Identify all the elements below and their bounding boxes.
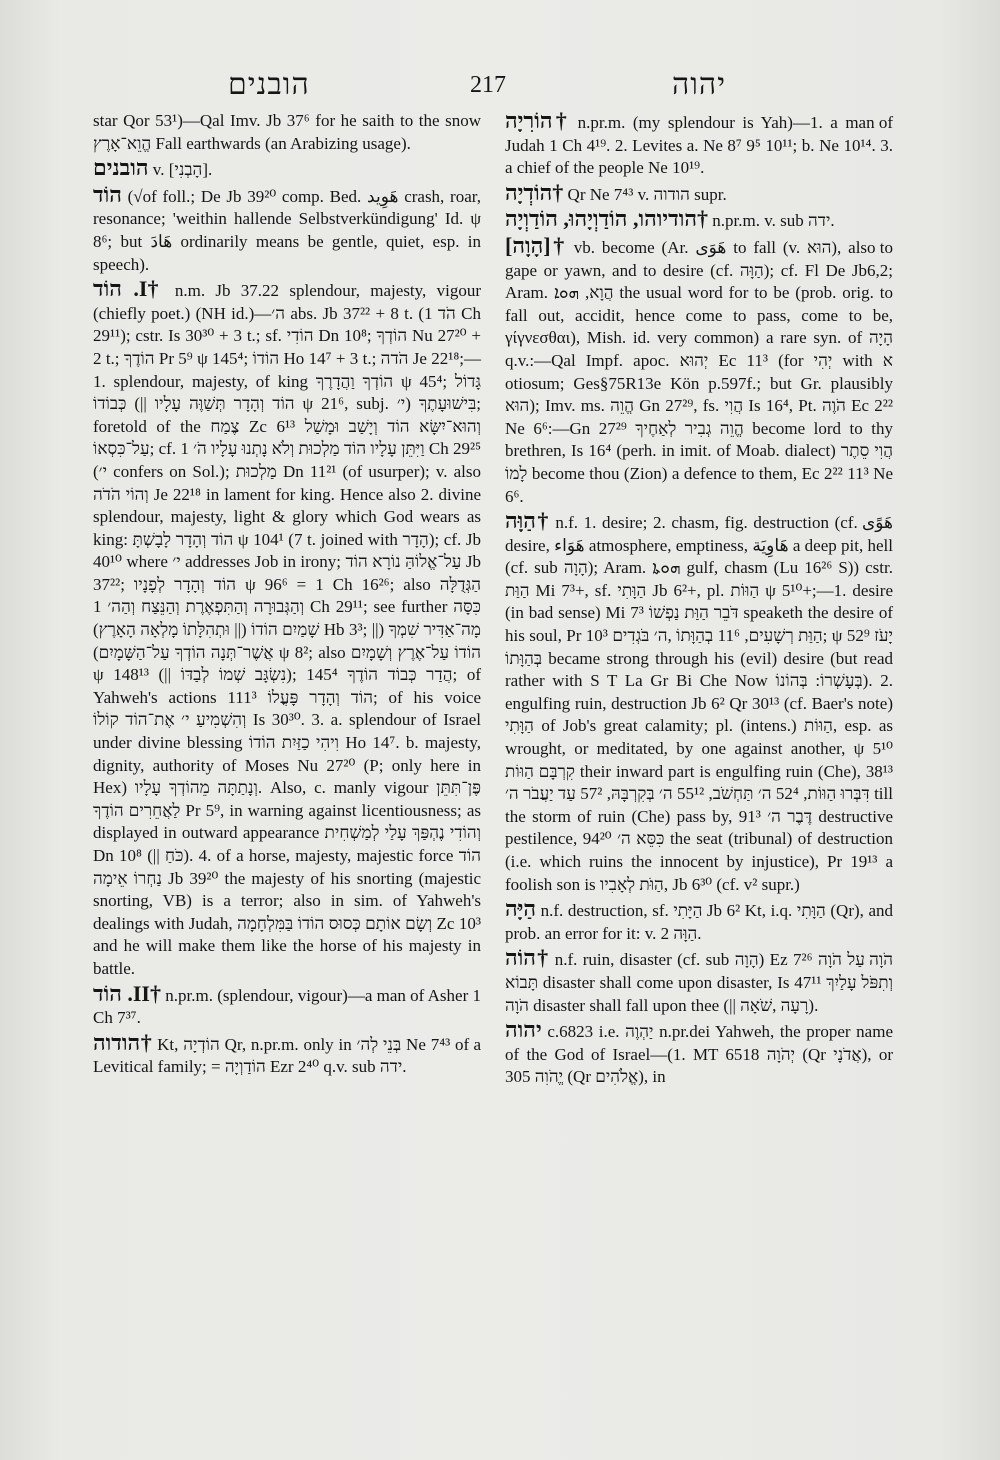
entry-headword: †II. הוֹד (93, 980, 162, 1006)
entry-text: Qr Ne 7⁴³ v. הודוה supr. (567, 184, 727, 204)
running-head-right: יהוה (672, 68, 727, 101)
running-head (0, 68, 1000, 112)
entry-headword: יהוה (505, 1017, 542, 1043)
dictionary-entry (505, 898, 893, 945)
left-column (93, 110, 481, 1081)
dictionary-entry (505, 232, 894, 508)
entry-headword: †הוֹה (505, 945, 550, 971)
entry-text: n.pr.m. (splendour, vigour)—a man of Asher 1 Ch 7³⁷. (93, 985, 481, 1028)
dictionary-entry (505, 947, 893, 1017)
dictionary-entry (93, 181, 481, 276)
entry-text: vb. become (Ar. هَوَى to fall (v. הוּא), also to gape or yawn, and to desire (cf. הַוָּה); cf. Fl De Jb6,2; Aram. הֲוָא, ܗܘܐ the usual word for to be (prob. orig. to fall out, accidit, hence come to pass, come to be, γίγνεσθαι), Mish. id. very common) a rare syn. of הָיָה q.v.:—Qal Impf. apoc. יְהוּא Ec 11³ (for יְהִי with א otiosum; Ges§75R13e Kön p.597f.; but Gr. plausibly הוּא); Imv. ms. הֱוֵה Gn 27²⁹, fs. הֲוִי Is 16⁴, Pt. הֹוֶה Ec 2²² Ne 6⁶:—Gn 27²⁹ הֱוֵה גְבִיר לְאַחֶיךָ become lord to thy brethren, Is 16⁴ (perh. in imit. of Moab. dialect) הֲוִי סֵתֶר לָמוֹ become thou (Zion) a defence to them, Ec 2²² 11³ Ne 6⁶. (505, 237, 894, 506)
entry-text: n.f. destruction, sf. הַיָּתִי Jb 6² Kt, i.q. הַוָּתִי (Qr), and prob. an error for it: v. הַוָּה 2. (505, 901, 894, 943)
entry-text: v. [הָבְנִי]. (152, 160, 213, 180)
dictionary-entry (93, 278, 481, 980)
entry-headword: †הַוָּה (505, 508, 550, 534)
entry-headword: הובנים (93, 155, 149, 181)
entry-text: n.pr.m. (my splendour is Yah)—1. a man of Judah 1 Ch 4¹⁹. 2. Levites a. Ne 8⁷ 9⁵ 10¹¹; b. Ne 10¹⁴. 3. a chief of the people Ne 10¹⁹. (505, 113, 894, 178)
dictionary-entry (505, 1019, 893, 1089)
entry-headword: †[הָוָה] (505, 232, 567, 258)
entry-headword: †הוֹרִיָה (505, 108, 571, 133)
entry-text: (√of foll.; De Jb 39²⁰ comp. Bed. هَوِيد crash, roar, resonance; 'weithin hallende Selbstverkündigung' Id. ψ 8⁶; but هَادَ ordinarily means be gentle, quiet, esp. in speech). (93, 186, 481, 274)
right-column (505, 110, 893, 1091)
entry-text: n.f. ruin, disaster (cf. sub הָוָה) Ez 7²⁶ הֹוָה עַל הֹוָה תָּבוֹא disaster shall come upon disaster, Is 47¹¹ וְתִפֹּל עָלַיִךְ הֹוָה disaster shall fall upon thee (|| רָעָה ,שֹׁאָה). (505, 950, 894, 1015)
entry-text: Kt, הוֹדְיָה Qr, n.pr.m. only in בְּנֵי לְה׳ Ne 7⁴³ of a Levitical family; = הוֹדַוְיָה Ezr 2⁴⁰ q.v. sub ידה. (93, 1034, 481, 1077)
page-number: 217 (470, 72, 506, 98)
entry-text: n.m. Jb 37.22 splendour, majesty, vigour (chiefly poet.) (NH id.)—ה׳ abs. Jb 37²² + 8 t. (הֹד 1 Ch 29¹¹); cstr. Is 30³⁰ + 3 t.; sf. הוֹדִי Dn 10⁸; הוֹדְךָ Nu 27²⁰ + 2 t.; הוֹדֶךָ Pr 5⁹ ψ 145⁴; הוֹדוֹ Ho 14⁷ + 3 t.; הֹדה Je 22¹⁸;—1. splendour, majesty, of king הוֹדְךָ וַהֲדָרֶךָ ψ 45⁴; גָּדוֹל כְּבוֹדוֹ (|| הוֹד וְהָדָר תְּשַׁוֶּה עָלָיו ψ 21⁶, subj. י׳) בִּישׁוּעָתֶךָ; foretold of the צֶמַח Zc 6¹³ וְהוּא־יִשָּׂא הוֹד וְיָשַׁב וּמָשַׁל עַל־כִּסְאוֹ; cf. וַיִּתֵּן עָלָיו הוֹד מַלְכוּת וְלֹא נָתְנוּ עָלָיו הֹ׳ 1 Ch 29²⁵ (י׳ confers on Sol.); מַלְכוּת Dn 11²¹ (of usurper); v. also וְהוֹי הֹדֹה Je 22¹⁸ in lament for king. Hence also 2. divine splendour, majesty, light & glory which God wears as king: הוֹד וְהָדָר לָבָשְׁתָּ ψ 104¹ (7 t. joined with הָדָר); cf. Jb 40¹⁰ where י׳ addresses Job in irony; עַל־אֱלוֹהַּ נוֹרָא הוֹד Jb 37²²; הוֹד וְהָדָר לְפָנָיו ψ 96⁶ = 1 Ch 16²⁶; also הַגְּדֻלָּה וְהַגְּבוּרָה וְהַתִּפְאֶרֶת וְהַנֵּצַח וְהַה׳ 1 Ch 29¹¹; see further כִּסָּה שָׁמַיִם הוֹדוֹ (|| וּתְהִלָּתוֹ מָלְאָה הָאָרֶץ) Hb 3³; מָה־אַדִּיר שִׁמְךָ (|| אֲשֶׁר־תְּנָה הוֹדְךָ עַל־הַשָּׁמָיִם) ψ 8²; also הוֹדוֹ עַל־אֶרֶץ וְשָׁמָיִם ψ 148¹³ (|| נִשְׂגָּב שְׁמוֹ לְבַדּוֹ); הֲדַר כְּבוֹד הוֹדֶךָ 145⁴; of Yahweh's actions הוֹד וְהָדָר פָּעֳלוֹ 111³; of his voice וְהִשְׁמִיעַ י׳ אֶת־הוֹד קוֹלוֹ Is 30³⁰. 3. a. splendour of Israel under divine blessing וִיהִי כַזַּיִת הוֹדוֹ Ho 14⁷. b. majesty, dignity, authority of Moses Nu 27²⁰ (P; only here in Hex) וְנָתַתָּה מֵהוֹדְךָ עָלָיו. Also, c. manly vigour פֶּן־תִּתֵּן לַאֲחֵרִים הוֹדֶךָ Pr 5⁹, in warning against licentiousness; as displayed in outward appearance וְהוֹדִי נֶהְפַּךְ עָלַי לְמַשְׁחִית Dn 10⁸ (|| כֹּחַ). 4. of a horse, majesty, majestic force הוֹד נַחְרוֹ אֵימָה Jb 39²⁰ the majesty of his snorting (majestic snorting, VB) is a terror; also in sim. of Yahweh's dealings with Judah, וְשָׂם אוֹתָם כְּסוּס הוֹדוֹ בַּמִּלְחָמָה Zc 10³ and he will make them like the horse of his majesty in battle. (93, 281, 482, 978)
dictionary-entry (93, 1029, 481, 1079)
running-head-left: הובנים (228, 68, 310, 101)
entry-text: n.pr.m. v. sub ידה. (712, 211, 835, 231)
dictionary-entry (505, 208, 893, 233)
dictionary-entry (93, 980, 481, 1030)
dictionary-entry (93, 157, 481, 182)
entry-text: c.6823 i.e. יַהְוֶה n.pr.dei Yahweh, the proper name of the God of Israel—(1. MT יְהֹוָה 6518 (Qr אֲדֹנָי), or יֱהֹוִה 305 (Qr אֱלֹהִים), in (505, 1022, 893, 1087)
entry-headword: †הודיוהו, הוֹדַוְיָהוּ, הוֹדַוְיָה (505, 206, 709, 232)
entry-text: star Qor 53¹)—Qal Imv. Jb 37⁶ for he saith to the snow הֱוֵא־אָרֶץ Fall earthwards (an Arabizing usage). (93, 111, 481, 153)
entry-headword: הַיָּה (505, 896, 537, 922)
entry-text: n.f. 1. desire; 2. chasm, fig. destruction (cf. هَوًى desire, هَوَاء atmosphere, emptiness, هَاوِيَة a deep pit, hell (cf. sub הָוָה); Aram. ܗܘܬܐ gulf, chasm (Lu 16²⁶ S)) cstr. הַוַּת Mi 7³+, sf. הַוָּתִי Jb 6²+, pl. הַוּוֹת ψ 5¹⁰+;—1. desire (in bad sense) Mi 7³ דֹּבֵר הַוַּת נַפְשׁוֹ speaketh the desire of his soul, Pr 10³ הַוַּת רְשָׁעִים, 11⁶ בְהַוָּתוֹ ,ה׳ בֹּגְדִים; ψ 52⁹ יָעֹז בְּהַוָּתוֹ became strong through his (evil) desire (but read rather with S T La Gr Bi Che Now בְּעָשְׁרוֹ: בְּהוֹנוֹ). 2. engulfing ruin, destruction Jb 6² Qr 30¹³ (cf. Baer's note) הַוָּתִי of Job's great calamity; pl. (intens.) הַוּוֹת, esp. as wrought, or meditated, by one against another, ψ 5¹⁰ קִרְבָּם הַוּוֹת their inward part is engulfing ruin (Che), 38¹³ דִּבְּרוּ הַוּוֹת, 52⁴ ה׳ תַּחְשֹׁב, 55¹² ה׳ בְּקִרְבָּהּ, 57² עַד יַעֲבֹר ה׳ till the storm of ruin (Che) pass by, 91³ דֶּבֶר ה׳ destructive pestilence, 94²⁰ כִּסֵּא ה׳ the seat (tribunal) of destruction (i.e. which ruins the innocent by injustice), Pr 19¹³ a foolish son is הַוֹּת לְאָבִיו, Jb 6³⁰ (cf. v² supr.) (505, 513, 894, 894)
entry-headword: †הוֹדְיָה (505, 179, 564, 205)
dictionary-entry (505, 179, 893, 207)
dictionary-entry (505, 510, 893, 896)
dictionary-entry (505, 110, 893, 180)
entry-headword: †הודוה (93, 1029, 153, 1055)
dictionary-entry (93, 110, 481, 155)
entry-headword: הוֹד (93, 181, 122, 207)
entry-headword: †I. הוֹד (93, 276, 165, 302)
